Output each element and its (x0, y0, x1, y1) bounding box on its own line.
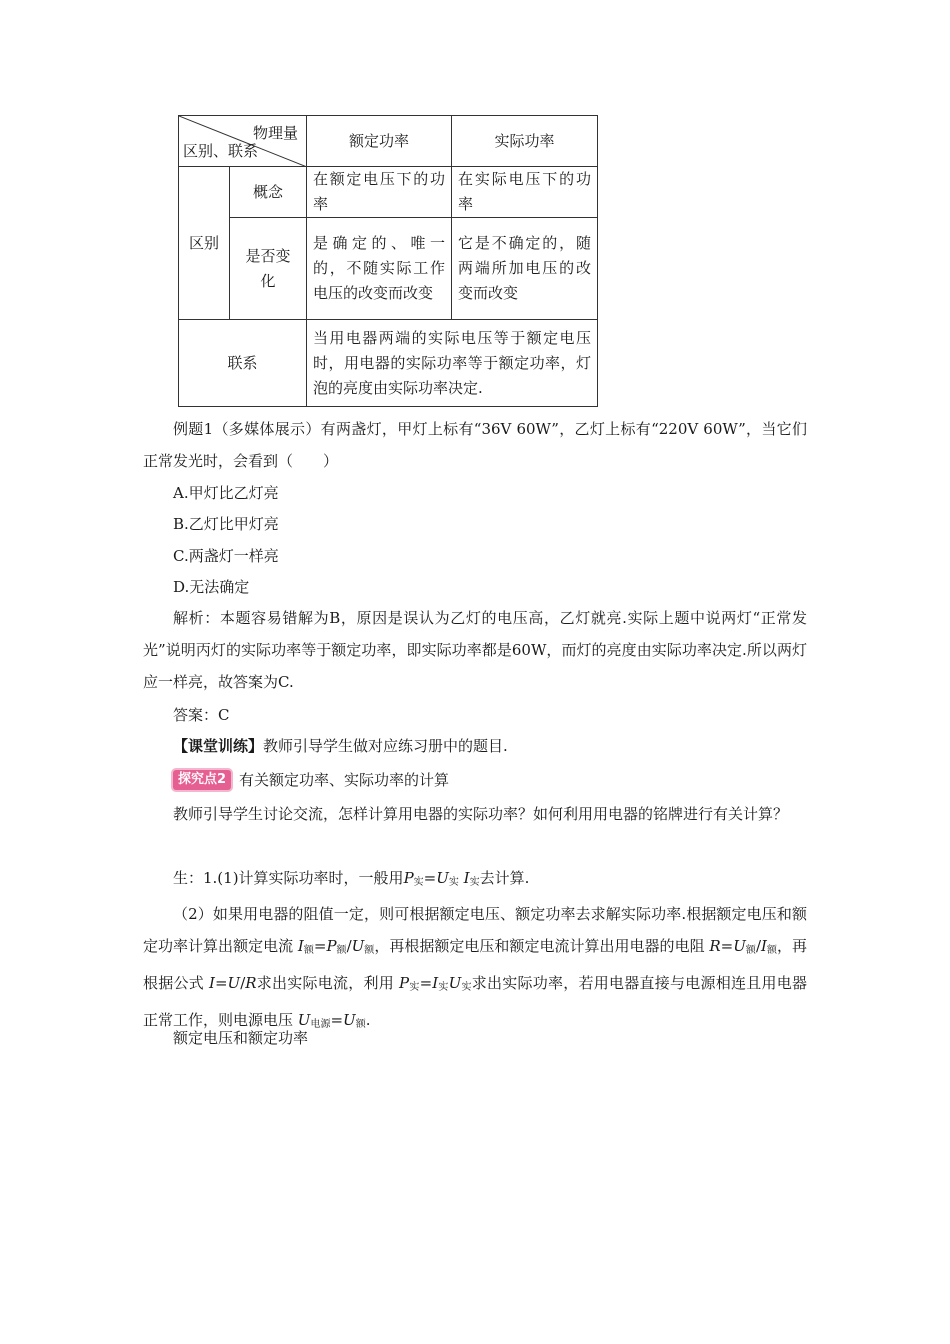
cell-change-actual: 它是不确定的，随两端所加电压的改变而改变 (452, 218, 598, 320)
header-physical-quantity: 物理量 (252, 124, 298, 142)
row-group-difference: 区别 (179, 167, 230, 320)
column-header-actual-power: 实际功率 (452, 116, 598, 167)
training-tag: 【课堂训练】 (173, 737, 264, 755)
option-d: D.无法确定 (173, 578, 250, 596)
example-answer: 答案：C (173, 706, 230, 724)
cell-concept-actual: 在实际电压下的功率 (452, 167, 598, 218)
formula-paragraph-1: 生：1.(1)计算实际功率时，一般用$P_实=U_实$ $I_实$去计算. (173, 869, 530, 888)
column-header-rated-power: 额定功率 (307, 116, 452, 167)
row-header-concept: 概念 (230, 167, 307, 218)
row-header-relation: 联系 (179, 320, 307, 407)
table-diagonal-header (179, 116, 307, 167)
classroom-training (173, 734, 508, 758)
example-analysis: 解析：本题容易错解为B，原因是误认为乙灯的电压高，乙灯就亮.实际上题中说两灯“正常发光”说明丙灯的实际功率等于额定功率，即实际功率都是60W，而灯的亮度由实际功率决定.所以两灯应一样亮，故答案为C. (143, 609, 807, 691)
option-b: B.乙灯比甲灯亮 (173, 515, 279, 533)
comparison-table (178, 115, 598, 407)
cell-change-rated: 是确定的、唯一的，不随实际工作电压的改变而改变 (307, 218, 452, 320)
training-text: 教师引导学生做对应练习册中的题目. (263, 737, 508, 755)
header-difference-relation: 区别、联系 (183, 142, 259, 160)
option-c: C.两盏灯一样亮 (173, 547, 279, 565)
example-question: 例题1（多媒体展示）有两盏灯，甲灯上标有“36V 60W”，乙灯上标有“220V 60W”，当它们正常发光时，会看到（ ） (143, 420, 807, 470)
section-2-intro: 教师引导学生讨论交流，怎样计算用电器的实际功率？如何利用用电器的铭牌进行有关计算？ (173, 805, 789, 823)
closing-text: 额定电压和额定功率 (173, 1029, 309, 1047)
explore-point-badge: 探究点2 (173, 770, 231, 790)
cell-concept-rated: 在额定电压下的功率 (307, 167, 452, 218)
section-2-title: 有关额定功率、实际功率的计算 (239, 771, 450, 789)
formula-paragraph-2: （2）如果用电器的阻值一定，则可根据额定电压、额定功率去求解实际功率.根据额定电压和额定功率计算出额定电流 $I_额=P_额/U_额$，再根据额定电压和额定电流计算出用电器的电阻 $R=U_额/I_额$，再根据公式 I=U/R求出实际电流，利用 $P_实=I_实U_实$求出实际功率，若用电器直接与电源相连且用电器正常工作，则电源电压 $U_{电源}=U_额$. (143, 905, 807, 1030)
section-2-heading (173, 768, 449, 792)
cell-relation-text: 当用电器两端的实际电压等于额定电压时，用电器的实际功率等于额定功率，灯泡的亮度由实际功率决定. (307, 320, 598, 407)
option-a: A.甲灯比乙灯亮 (173, 484, 279, 502)
row-header-change: 是否变化 (230, 218, 307, 320)
